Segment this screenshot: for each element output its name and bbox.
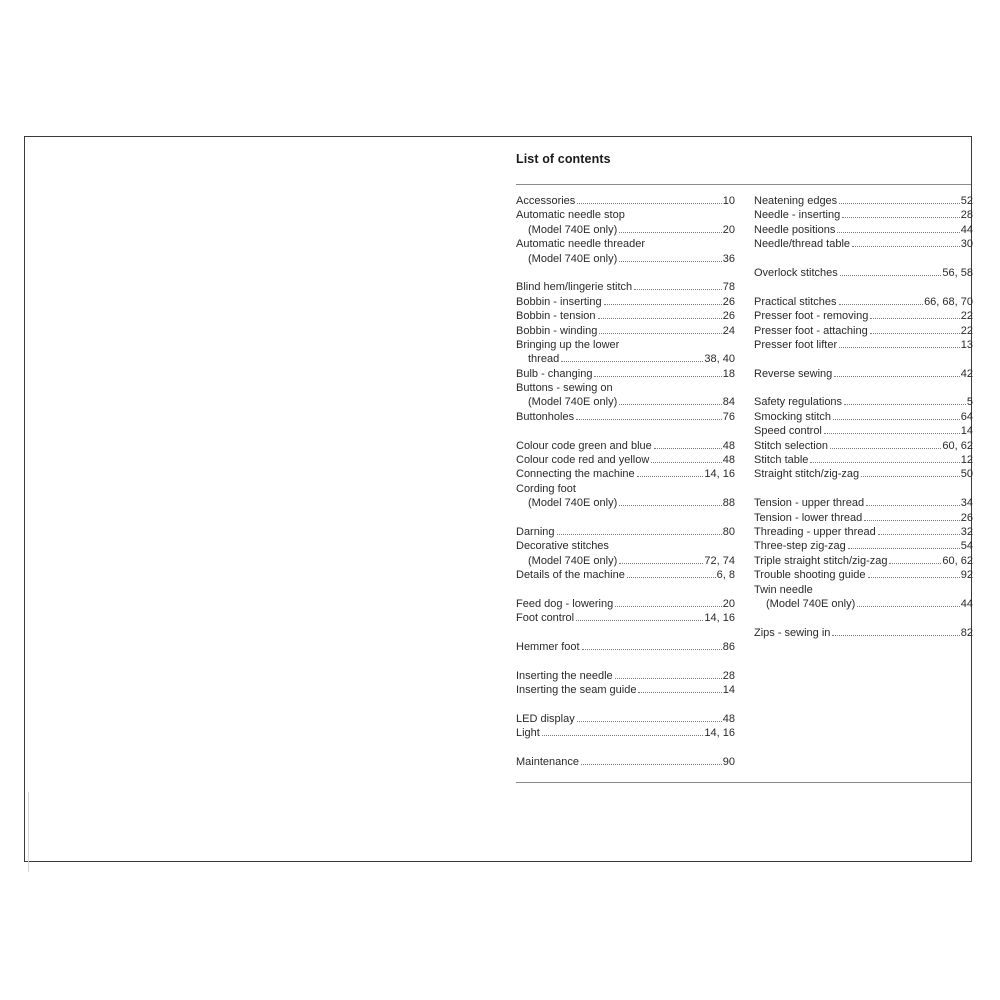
- dot-leader: [619, 261, 721, 262]
- toc-entry-label: Presser foot - removing: [754, 310, 869, 323]
- dot-leader: [582, 649, 722, 650]
- dot-leader: [604, 304, 722, 305]
- toc-entry: [754, 324, 973, 338]
- toc-entry-label: (Model 740E only): [528, 223, 618, 236]
- toc-entry-page: 30: [960, 238, 973, 251]
- dot-leader: [654, 448, 722, 449]
- toc-entry: [754, 496, 973, 510]
- toc-entry: [516, 568, 735, 582]
- dot-leader: [839, 347, 960, 348]
- dot-leader: [576, 620, 703, 621]
- toc-entry-label: Three-step zig-zag: [754, 540, 846, 553]
- toc-entry-label: Details of the machine: [516, 569, 625, 582]
- toc-entry: [754, 511, 973, 525]
- toc-entry-page: 14, 16: [704, 612, 735, 625]
- toc-entry-label: Reverse sewing: [754, 367, 833, 380]
- toc-entry-page: 28: [722, 669, 735, 682]
- dot-leader: [848, 548, 960, 549]
- toc-entry: [516, 381, 735, 395]
- dot-leader: [634, 289, 722, 290]
- dot-leader: [857, 606, 959, 607]
- section-gap: [754, 611, 973, 625]
- toc-entry: [516, 712, 735, 726]
- dot-leader: [889, 563, 941, 564]
- toc-entry-page: 78: [722, 281, 735, 294]
- toc-entry-page: 90: [722, 756, 735, 769]
- dot-leader: [834, 376, 959, 377]
- toc-entry-label: Needle positions: [754, 223, 836, 236]
- section-gap: [516, 626, 735, 640]
- toc-entry-page: 56, 58: [942, 266, 973, 279]
- dot-leader: [619, 404, 721, 405]
- dot-leader: [561, 361, 703, 362]
- toc-entry-label: Presser foot - attaching: [754, 324, 868, 337]
- dot-leader: [844, 404, 966, 405]
- section-gap: [516, 266, 735, 280]
- toc-entry-page: 22: [960, 324, 973, 337]
- toc-entry-label: Bringing up the lower: [516, 338, 620, 351]
- toc-entry: [754, 266, 973, 280]
- toc-entry-label: Feed dog - lowering: [516, 597, 614, 610]
- dot-leader: [866, 505, 960, 506]
- top-divider: [516, 184, 971, 185]
- dot-leader: [852, 246, 960, 247]
- toc-entry-label: Threading - upper thread: [754, 525, 876, 538]
- toc-entry-label: Automatic needle stop: [516, 209, 625, 222]
- toc-entry: [516, 410, 735, 424]
- toc-entry-label: Stitch table: [754, 454, 809, 467]
- toc-entry-label: Hemmer foot: [516, 641, 580, 654]
- toc-entry: [516, 726, 735, 740]
- toc-entry: [754, 467, 973, 481]
- toc-entry-label: Stitch selection: [754, 439, 828, 452]
- toc-entry-label: Light: [516, 727, 540, 740]
- toc-entry: [754, 410, 973, 424]
- toc-entry: [516, 611, 735, 625]
- toc-entry-label: Needle/thread table: [754, 238, 851, 251]
- toc-entry-label: Blind hem/lingerie stitch: [516, 281, 633, 294]
- toc-entry-label: (Model 740E only): [528, 252, 618, 265]
- dot-leader: [840, 275, 942, 276]
- dot-leader: [542, 735, 704, 736]
- toc-entry: [754, 453, 973, 467]
- dot-leader: [830, 448, 941, 449]
- section-gap: [516, 583, 735, 597]
- contents-column-right: [754, 194, 973, 640]
- toc-entry-page: 10: [722, 195, 735, 207]
- dot-leader: [619, 505, 721, 506]
- toc-entry: [754, 223, 973, 237]
- toc-entry-label: Buttonholes: [516, 410, 575, 423]
- toc-entry: [754, 194, 973, 208]
- toc-entry: [516, 597, 735, 611]
- toc-entry-label: Decorative stitches: [516, 540, 609, 553]
- section-gap: [516, 511, 735, 525]
- toc-entry: [754, 626, 973, 640]
- toc-entry-page: 52: [960, 195, 973, 207]
- dot-leader: [839, 304, 924, 305]
- toc-entry-page: 12: [960, 454, 973, 467]
- dot-leader: [878, 534, 960, 535]
- toc-entry: [516, 324, 735, 338]
- toc-entry: [754, 208, 973, 222]
- toc-entry: [516, 467, 735, 481]
- toc-entry-label: Straight stitch/zig-zag: [754, 468, 860, 481]
- dot-leader: [810, 462, 959, 463]
- dot-leader: [870, 318, 959, 319]
- toc-entry-label: (Model 740E only): [766, 597, 856, 610]
- section-gap: [754, 252, 973, 266]
- toc-entry: [754, 309, 973, 323]
- toc-entry: [516, 338, 735, 352]
- toc-entry-page: 48: [722, 713, 735, 726]
- toc-entry: [516, 525, 735, 539]
- toc-entry-page: 54: [960, 540, 973, 553]
- dot-leader: [864, 520, 960, 521]
- dot-leader: [577, 203, 721, 204]
- toc-entry: [516, 309, 735, 323]
- section-gap: [754, 280, 973, 294]
- dot-leader: [833, 419, 960, 420]
- toc-entry-page: 88: [722, 497, 735, 510]
- page-title: List of contents: [516, 152, 611, 166]
- toc-entry-label: Bobbin - inserting: [516, 295, 602, 308]
- toc-entry: [516, 223, 735, 237]
- toc-entry-page: 80: [722, 525, 735, 538]
- toc-entry-label: Accessories: [516, 195, 576, 207]
- toc-entry: [516, 352, 735, 366]
- toc-entry-label: Foot control: [516, 612, 575, 625]
- toc-entry-page: 26: [960, 511, 973, 524]
- toc-entry: [754, 395, 973, 409]
- dot-leader: [581, 764, 722, 765]
- toc-entry-page: 60, 62: [942, 439, 973, 452]
- dot-leader: [837, 232, 959, 233]
- toc-entry-page: 14, 16: [704, 468, 735, 481]
- dot-leader: [637, 476, 704, 477]
- section-gap: [516, 698, 735, 712]
- toc-entry-label: Bulb - changing: [516, 367, 593, 380]
- toc-entry-page: 66, 68, 70: [924, 295, 973, 308]
- toc-entry-page: 76: [722, 410, 735, 423]
- dot-leader: [638, 692, 721, 693]
- toc-entry: [516, 755, 735, 769]
- dot-leader: [627, 577, 716, 578]
- toc-entry-label: LED display: [516, 713, 575, 726]
- toc-entry-label: (Model 740E only): [528, 497, 618, 510]
- blank-left-page: [25, 137, 499, 861]
- toc-entry-label: Speed control: [754, 425, 822, 438]
- toc-entry-label: Tension - upper thread: [754, 497, 865, 510]
- contents-column-left: [516, 194, 735, 770]
- toc-entry-label: Presser foot lifter: [754, 338, 838, 351]
- toc-entry-label: Smocking stitch: [754, 410, 832, 423]
- toc-entry-page: 72, 74: [704, 554, 735, 567]
- dot-leader: [619, 563, 703, 564]
- toc-entry-page: 48: [722, 439, 735, 452]
- toc-entry: [516, 367, 735, 381]
- dot-leader: [832, 635, 959, 636]
- toc-entry: [754, 597, 973, 611]
- dot-leader: [577, 721, 722, 722]
- toc-entry: [754, 367, 973, 381]
- toc-entry-page: 24: [722, 324, 735, 337]
- toc-entry: [516, 295, 735, 309]
- toc-entry-page: 20: [722, 223, 735, 236]
- toc-entry-label: Trouble shooting guide: [754, 569, 866, 582]
- toc-entry-label: Needle - inserting: [754, 209, 841, 222]
- toc-entry: [754, 554, 973, 568]
- toc-entry-page: 64: [960, 410, 973, 423]
- toc-entry-page: 50: [960, 468, 973, 481]
- toc-entry: [516, 683, 735, 697]
- toc-entry-label: thread: [528, 353, 560, 366]
- section-gap: [754, 352, 973, 366]
- toc-entry-label: Automatic needle threader: [516, 238, 646, 251]
- toc-entry: [754, 539, 973, 553]
- toc-entry-label: Connecting the machine: [516, 468, 635, 481]
- toc-entry-page: 20: [722, 597, 735, 610]
- toc-entry-label: (Model 740E only): [528, 396, 618, 409]
- toc-entry: [754, 338, 973, 352]
- dot-leader: [824, 433, 960, 434]
- toc-entry: [754, 295, 973, 309]
- dot-leader: [594, 376, 721, 377]
- toc-entry-page: 14: [722, 684, 735, 697]
- toc-entry-label: Twin needle: [754, 583, 813, 596]
- toc-entry-page: 34: [960, 497, 973, 510]
- toc-entry: [516, 208, 735, 222]
- toc-entry-page: 44: [960, 597, 973, 610]
- toc-entry-page: 82: [960, 626, 973, 639]
- toc-entry: [516, 539, 735, 553]
- dot-leader: [598, 318, 722, 319]
- toc-entry-label: Tension - lower thread: [754, 511, 863, 524]
- toc-entry-page: 84: [722, 396, 735, 409]
- toc-entry-label: Zips - sewing in: [754, 626, 831, 639]
- toc-entry-page: 26: [722, 310, 735, 323]
- section-gap: [516, 655, 735, 669]
- toc-entry: [754, 583, 973, 597]
- toc-entry-page: 92: [960, 569, 973, 582]
- toc-entry-page: 26: [722, 295, 735, 308]
- toc-entry-label: (Model 740E only): [528, 554, 618, 567]
- section-gap: [516, 424, 735, 438]
- toc-entry-page: 14: [960, 425, 973, 438]
- toc-entry: [516, 669, 735, 683]
- dot-leader: [842, 217, 960, 218]
- toc-entry: [754, 568, 973, 582]
- toc-entry-label: Inserting the seam guide: [516, 684, 637, 697]
- toc-entry: [516, 496, 735, 510]
- toc-entry-page: 48: [722, 454, 735, 467]
- toc-entry-label: Practical stitches: [754, 295, 837, 308]
- toc-entry-page: 36: [722, 252, 735, 265]
- toc-entry-label: Neatening edges: [754, 195, 838, 207]
- toc-entry-label: Overlock stitches: [754, 266, 838, 279]
- toc-entry: [754, 439, 973, 453]
- dot-leader: [615, 606, 722, 607]
- toc-entry-label: Maintenance: [516, 756, 579, 769]
- section-gap: [754, 381, 973, 395]
- toc-entry: [754, 424, 973, 438]
- toc-entry: [516, 252, 735, 266]
- toc-entry: [516, 554, 735, 568]
- toc-entry: [516, 482, 735, 496]
- toc-entry-page: 28: [960, 209, 973, 222]
- dot-leader: [870, 333, 960, 334]
- dot-leader: [599, 333, 721, 334]
- toc-entry-label: Colour code green and blue: [516, 439, 652, 452]
- toc-entry-page: 44: [960, 223, 973, 236]
- dot-leader: [868, 577, 960, 578]
- toc-entry-label: Inserting the needle: [516, 669, 613, 682]
- toc-entry-label: Bobbin - tension: [516, 310, 596, 323]
- bottom-divider: [516, 782, 971, 783]
- dot-leader: [576, 419, 722, 420]
- toc-entry-page: 38, 40: [704, 353, 735, 366]
- toc-entry-label: Triple straight stitch/zig-zag: [754, 554, 888, 567]
- toc-entry: [516, 395, 735, 409]
- toc-entry: [516, 280, 735, 294]
- dot-leader: [861, 476, 960, 477]
- dot-leader: [839, 203, 960, 204]
- dot-leader: [651, 462, 721, 463]
- toc-entry-page: 18: [722, 367, 735, 380]
- toc-entry: [516, 439, 735, 453]
- dot-leader: [557, 534, 722, 535]
- section-gap: [754, 482, 973, 496]
- toc-entry: [516, 640, 735, 654]
- dot-leader: [615, 678, 722, 679]
- toc-entry-page: 14, 16: [704, 727, 735, 740]
- toc-entry-label: Buttons - sewing on: [516, 382, 613, 395]
- dot-leader: [619, 232, 721, 233]
- toc-entry-label: Bobbin - winding: [516, 324, 598, 337]
- toc-entry-page: 86: [722, 641, 735, 654]
- toc-entry: [516, 453, 735, 467]
- toc-entry-page: 5: [966, 396, 973, 409]
- toc-entry-page: 6, 8: [716, 569, 735, 582]
- toc-entry: [754, 525, 973, 539]
- toc-entry-label: Darning: [516, 525, 555, 538]
- page-edge-mark: [28, 792, 29, 872]
- toc-entry-label: Cording foot: [516, 482, 576, 495]
- toc-entry-label: Colour code red and yellow: [516, 454, 650, 467]
- toc-entry-page: 60, 62: [942, 554, 973, 567]
- toc-entry: [516, 194, 735, 208]
- section-gap: [516, 741, 735, 755]
- toc-entry-page: 22: [960, 310, 973, 323]
- toc-entry: [754, 237, 973, 251]
- toc-entry-label: Safety regulations: [754, 396, 843, 409]
- toc-entry-page: 32: [960, 525, 973, 538]
- toc-entry-page: 13: [960, 338, 973, 351]
- toc-entry-page: 42: [960, 367, 973, 380]
- toc-entry: [516, 237, 735, 251]
